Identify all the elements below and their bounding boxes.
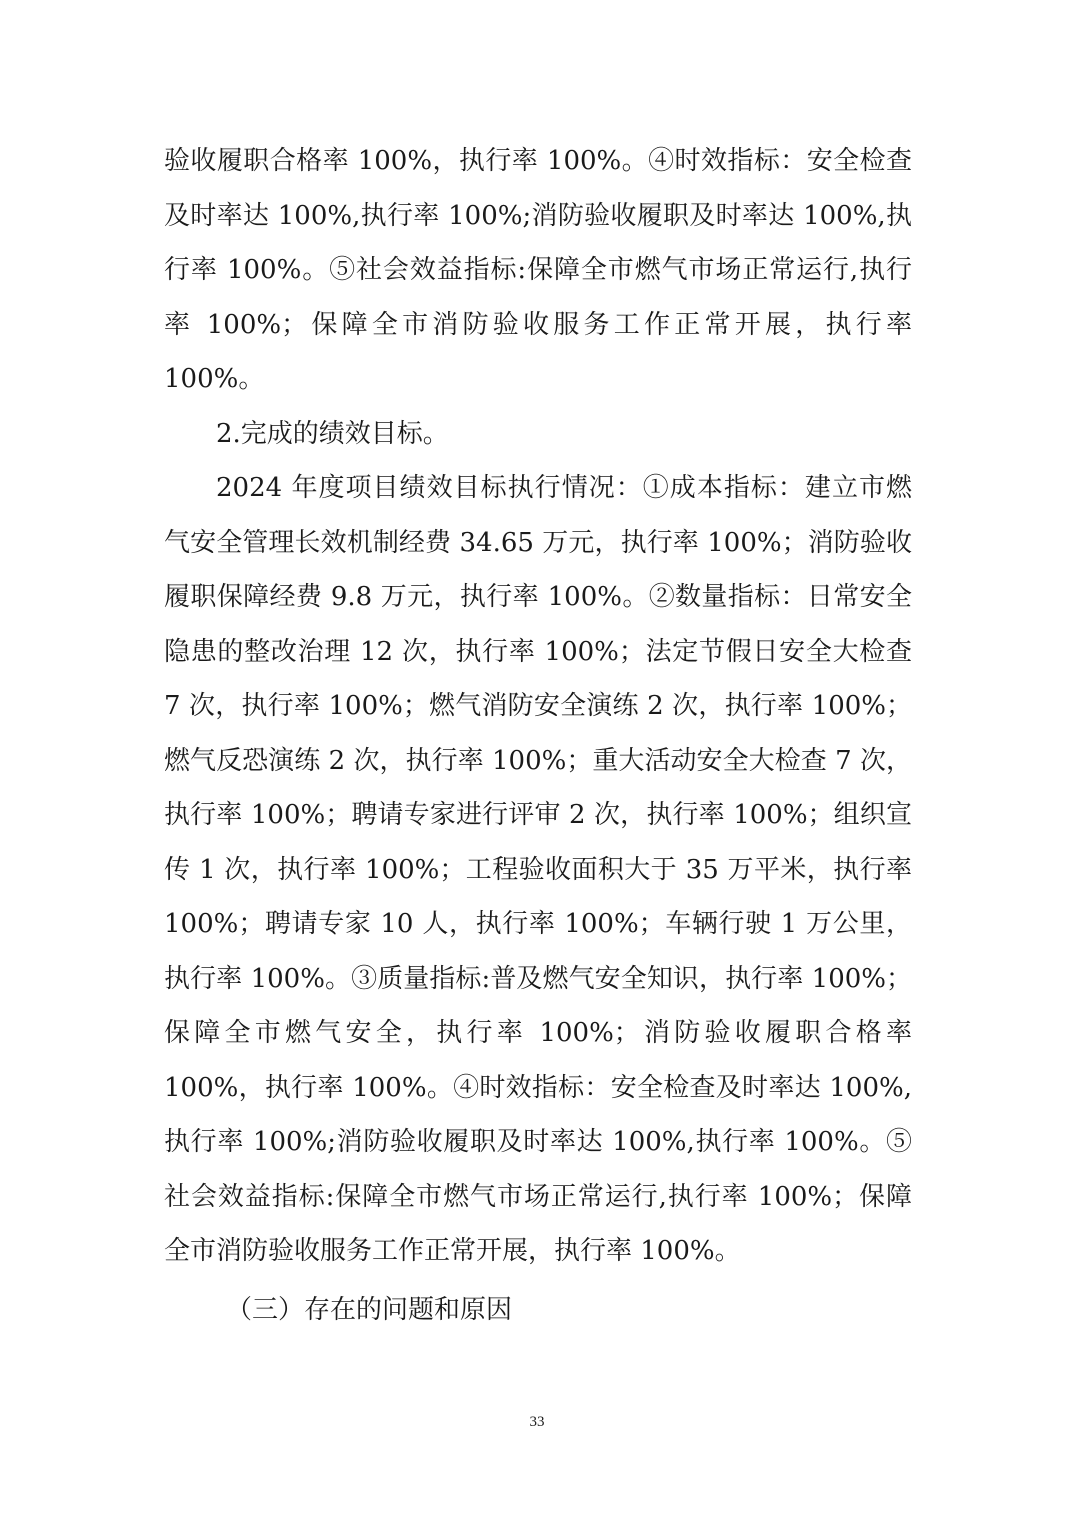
paragraph-performance-execution: 2024 年度项目绩效目标执行情况：①成本指标：建立市燃气安全管理长效机制经费 34.65 万元，执行率 100%；消防验收履职保障经费 9.8 万元，执行率 100%。②数量指标：日常安全隐患的整改治理 12 次，执行率 100%；法定节假日安全大检查 7 次，执行率 100%；燃气消防安全演练 2 次，执行率 100%；燃气反恐演练 2 次，执行率 100%；重大活动安全大检查 7 次，执行率 100%；聘请专家进行评审 2 次，执行率 100%；组织宣传 1 次，执行率 100%；工程验收面积大于 35 万平米，执行率 100%；聘请专家 10 人，执行率 100%；车辆行驶 1 万公里，执行率 100%。③质量指标:普及燃气安全知识，执行率 100%；保障全市燃气安全，执行率 100%；消防验收履职合格率 100%，执行率 100%。④时效指标：安全检查及时率达 100%,执行率 100%;消防验收履职及时率达 100%,执行率 100%。⑤社会效益指标:保障全市燃气市场正常运行,执行率 100%；保障全市消防验收服务工作正常开展，执行率 100%。: [164, 473, 912, 1266]
item-heading-completed-goals: 2.完成的绩效目标。: [216, 418, 449, 449]
paragraph-carryover: 验收履职合格率 100%，执行率 100%。④时效指标：安全检查及时率达 100%,执行率 100%;消防验收履职及时率达 100%,执行率 100%。⑤社会效益指标:保障全市燃气市场正常运行,执行率 100%；保障全市消防验收服务工作正常开展，执行率 100%。: [164, 146, 912, 394]
document-body: [164, 134, 912, 1337]
page-number: 33: [529, 1414, 545, 1430]
section-heading-problems: （三）存在的问题和原因: [226, 1294, 513, 1325]
